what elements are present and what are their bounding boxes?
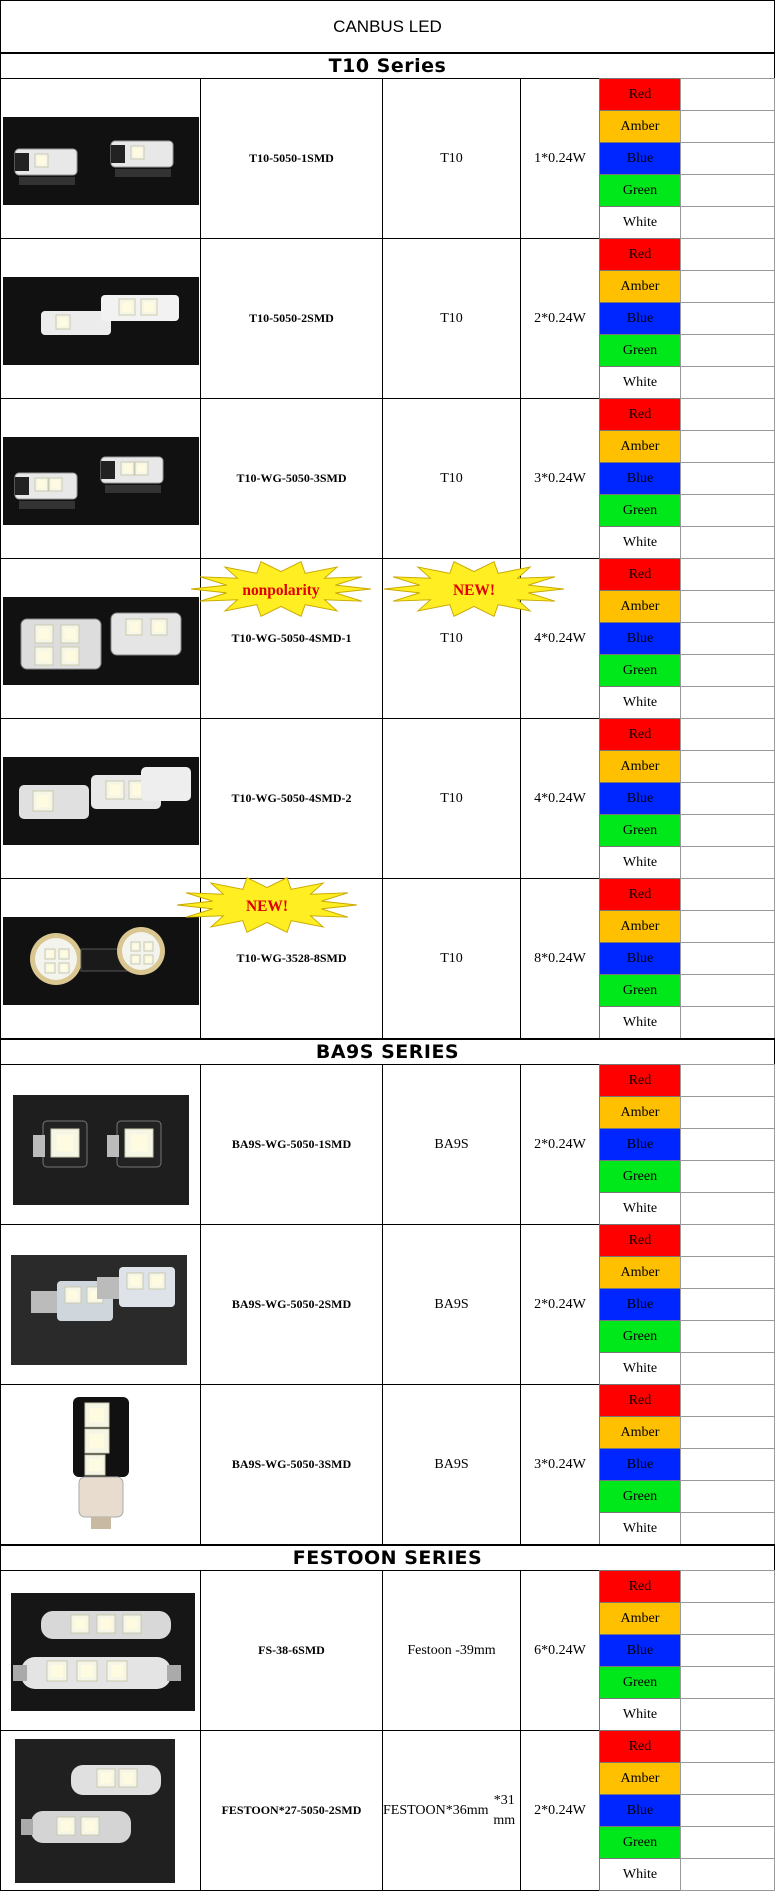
color-option-red: Red (599, 1224, 681, 1257)
product-power: 4*0.24W (520, 558, 600, 719)
color-extra-cell (680, 1256, 775, 1289)
color-extra-cell (680, 1762, 775, 1795)
product-power: 2*0.24W (520, 1730, 600, 1891)
color-option-blue: Blue (599, 1794, 681, 1827)
color-option-green: Green (599, 1320, 681, 1353)
product-base: BA9S (382, 1384, 521, 1545)
color-extra-cell (680, 1006, 775, 1039)
product-name: T10-WG-5050-4SMD-1 (200, 558, 383, 719)
color-extra-cell (680, 1480, 775, 1513)
product-name: T10-5050-2SMD (200, 238, 383, 399)
product-power: 8*0.24W (520, 878, 600, 1039)
color-extra-cell (680, 590, 775, 623)
color-option-white: White (599, 846, 681, 879)
product-base: T10 (382, 238, 521, 399)
color-option-green: Green (599, 1160, 681, 1193)
product-photo (1, 239, 201, 399)
color-option-white: White (599, 1192, 681, 1225)
product-photo (1, 559, 201, 719)
product-base: T10 (382, 878, 521, 1039)
product-photo (1, 1225, 201, 1385)
product-name: BA9S-WG-5050-2SMD (200, 1224, 383, 1385)
product-name: FS-38-6SMD (200, 1570, 383, 1731)
color-option-red: Red (599, 878, 681, 911)
color-option-red: Red (599, 718, 681, 751)
badge-label: NEW! (452, 581, 496, 599)
product-name: T10-WG-3528-8SMD (200, 878, 383, 1039)
product-base: Festoon -39mm (382, 1570, 521, 1731)
product-base: T10 (382, 558, 521, 719)
color-option-amber: Amber (599, 910, 681, 943)
color-option-amber: Amber (599, 1096, 681, 1129)
color-option-blue: Blue (599, 1288, 681, 1321)
product-power: 2*0.24W (520, 1064, 600, 1225)
product-base: BA9S (382, 1064, 521, 1225)
product-photo (1, 1731, 201, 1891)
color-extra-cell (680, 718, 775, 751)
color-option-red: Red (599, 1570, 681, 1603)
color-extra-cell (680, 1570, 775, 1603)
color-option-white: White (599, 1006, 681, 1039)
color-option-blue: Blue (599, 622, 681, 655)
color-option-blue: Blue (599, 462, 681, 495)
product-power: 1*0.24W (520, 78, 600, 239)
nonpolarity-badge (186, 560, 376, 618)
color-extra-cell (680, 1320, 775, 1353)
color-extra-cell (680, 1352, 775, 1385)
color-extra-cell (680, 430, 775, 463)
color-extra-cell (680, 238, 775, 271)
color-extra-cell (680, 526, 775, 559)
color-option-blue: Blue (599, 942, 681, 975)
color-extra-cell (680, 142, 775, 175)
color-extra-cell (680, 910, 775, 943)
color-option-red: Red (599, 1064, 681, 1097)
product-power: 4*0.24W (520, 718, 600, 879)
section-header: BA9S SERIES (0, 1038, 775, 1065)
color-option-white: White (599, 526, 681, 559)
product-base: T10 (382, 398, 521, 559)
color-option-amber: Amber (599, 1602, 681, 1635)
product-image-cell (0, 558, 201, 719)
color-extra-cell (680, 1858, 775, 1891)
product-image-cell (0, 878, 201, 1039)
color-extra-cell (680, 814, 775, 847)
color-extra-cell (680, 270, 775, 303)
color-option-blue: Blue (599, 782, 681, 815)
base-line: FESTOON*36mm (383, 1802, 489, 1818)
color-extra-cell (680, 622, 775, 655)
product-name: T10-WG-5050-3SMD (200, 398, 383, 559)
product-photo (1, 79, 201, 239)
color-option-amber: Amber (599, 430, 681, 463)
color-option-blue: Blue (599, 302, 681, 335)
product-name: BA9S-WG-5050-1SMD (200, 1064, 383, 1225)
color-option-red: Red (599, 558, 681, 591)
color-extra-cell (680, 1160, 775, 1193)
color-extra-cell (680, 1384, 775, 1417)
color-option-red: Red (599, 78, 681, 111)
badge-label: NEW! (245, 897, 289, 915)
color-option-green: Green (599, 494, 681, 527)
product-base: T10 (382, 718, 521, 879)
color-option-white: White (599, 1352, 681, 1385)
color-extra-cell (680, 1826, 775, 1859)
color-option-red: Red (599, 238, 681, 271)
color-extra-cell (680, 1096, 775, 1129)
color-extra-cell (680, 398, 775, 431)
color-option-green: Green (599, 1826, 681, 1859)
color-option-red: Red (599, 1384, 681, 1417)
color-option-white: White (599, 206, 681, 239)
color-extra-cell (680, 174, 775, 207)
product-image-cell (0, 718, 201, 879)
product-image-cell (0, 1224, 201, 1385)
color-option-amber: Amber (599, 1762, 681, 1795)
product-photo (1, 399, 201, 559)
color-option-red: Red (599, 398, 681, 431)
product-power: 2*0.24W (520, 238, 600, 399)
product-image-cell (0, 1570, 201, 1731)
color-option-green: Green (599, 1666, 681, 1699)
color-option-blue: Blue (599, 1128, 681, 1161)
section-header: T10 Series (0, 52, 775, 79)
color-option-white: White (599, 686, 681, 719)
product-name: T10-5050-1SMD (200, 78, 383, 239)
product-power: 3*0.24W (520, 1384, 600, 1545)
color-option-amber: Amber (599, 590, 681, 623)
color-extra-cell (680, 1634, 775, 1667)
color-extra-cell (680, 750, 775, 783)
color-extra-cell (680, 206, 775, 239)
product-image-cell (0, 1384, 201, 1545)
color-option-amber: Amber (599, 1256, 681, 1289)
color-extra-cell (680, 334, 775, 367)
product-photo (1, 1065, 201, 1225)
color-extra-cell (680, 1794, 775, 1827)
color-option-amber: Amber (599, 750, 681, 783)
color-extra-cell (680, 1128, 775, 1161)
product-photo (1, 719, 201, 879)
color-extra-cell (680, 110, 775, 143)
color-option-green: Green (599, 174, 681, 207)
color-extra-cell (680, 1698, 775, 1731)
product-image-cell (0, 78, 201, 239)
color-option-amber: Amber (599, 270, 681, 303)
product-power: 3*0.24W (520, 398, 600, 559)
color-extra-cell (680, 1730, 775, 1763)
badge-label: nonpolarity (242, 581, 320, 599)
color-extra-cell (680, 654, 775, 687)
page-title: CANBUS LED (0, 0, 775, 53)
product-photo (1, 1385, 201, 1545)
color-extra-cell (680, 846, 775, 879)
new-badge (172, 876, 362, 934)
product-image-cell (0, 398, 201, 559)
product-image-cell (0, 1064, 201, 1225)
product-image-cell (0, 238, 201, 399)
product-name: FESTOON*27-5050-2SMD (200, 1730, 383, 1891)
color-extra-cell (680, 1602, 775, 1635)
product-base (382, 1730, 521, 1891)
color-extra-cell (680, 366, 775, 399)
product-power: 6*0.24W (520, 1570, 600, 1731)
product-name: T10-WG-5050-4SMD-2 (200, 718, 383, 879)
color-option-amber: Amber (599, 110, 681, 143)
color-extra-cell (680, 1192, 775, 1225)
color-option-white: White (599, 1512, 681, 1545)
color-option-blue: Blue (599, 1634, 681, 1667)
color-extra-cell (680, 494, 775, 527)
color-option-white: White (599, 1858, 681, 1891)
color-option-green: Green (599, 974, 681, 1007)
color-extra-cell (680, 974, 775, 1007)
color-option-white: White (599, 366, 681, 399)
product-base: BA9S (382, 1224, 521, 1385)
color-extra-cell (680, 942, 775, 975)
color-extra-cell (680, 1224, 775, 1257)
color-option-green: Green (599, 334, 681, 367)
product-photo (1, 1571, 201, 1731)
color-option-amber: Amber (599, 1416, 681, 1449)
new-badge (382, 560, 566, 618)
color-extra-cell (680, 78, 775, 111)
product-power: 2*0.24W (520, 1224, 600, 1385)
color-option-green: Green (599, 654, 681, 687)
base-line: *31 mm (493, 1792, 516, 1828)
color-option-green: Green (599, 1480, 681, 1513)
color-extra-cell (680, 878, 775, 911)
color-option-white: White (599, 1698, 681, 1731)
color-option-blue: Blue (599, 1448, 681, 1481)
product-name: BA9S-WG-5050-3SMD (200, 1384, 383, 1545)
color-extra-cell (680, 1288, 775, 1321)
color-extra-cell (680, 686, 775, 719)
product-photo (1, 879, 201, 1039)
section-header: FESTOON SERIES (0, 1544, 775, 1571)
color-extra-cell (680, 302, 775, 335)
color-option-red: Red (599, 1730, 681, 1763)
color-extra-cell (680, 1416, 775, 1449)
color-extra-cell (680, 782, 775, 815)
color-extra-cell (680, 1448, 775, 1481)
color-option-green: Green (599, 814, 681, 847)
product-image-cell (0, 1730, 201, 1891)
color-extra-cell (680, 1666, 775, 1699)
color-extra-cell (680, 1512, 775, 1545)
color-option-blue: Blue (599, 142, 681, 175)
color-extra-cell (680, 462, 775, 495)
color-extra-cell (680, 1064, 775, 1097)
product-base: T10 (382, 78, 521, 239)
color-extra-cell (680, 558, 775, 591)
